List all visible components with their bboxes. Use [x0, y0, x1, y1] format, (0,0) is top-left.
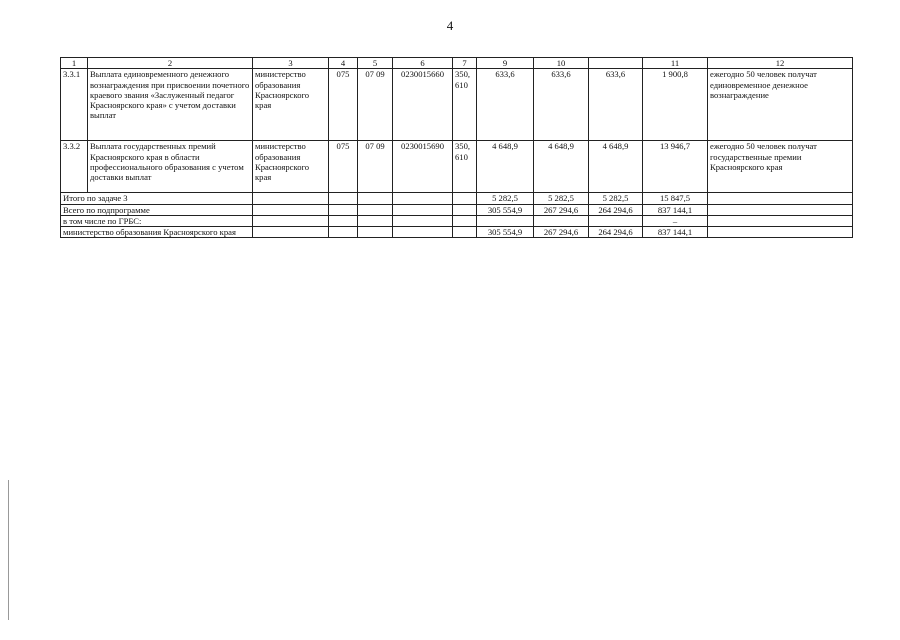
row-total: 13 946,7 — [643, 141, 708, 193]
total-year3 — [589, 215, 643, 226]
scan-edge-line — [8, 480, 9, 620]
total-year1 — [477, 215, 534, 226]
page-number: 4 — [446, 18, 454, 33]
row-code: 3.3.2 — [61, 141, 88, 193]
header-cell: 7 — [453, 58, 477, 69]
row-year1: 4 648,9 — [477, 141, 534, 193]
total-year3: 264 294,6 — [589, 227, 643, 238]
header-cell: 2 — [88, 58, 253, 69]
row-grbs: министерство образования Красноярского края — [253, 69, 329, 141]
row-col4: 075 — [329, 141, 358, 193]
total-row — [61, 193, 853, 204]
header-cell: 6 — [393, 58, 453, 69]
row-col7: 350, 610 — [453, 69, 477, 141]
total-sum: 837 144,1 — [643, 204, 708, 215]
row-result: ежегодно 50 человек получат государственные премии Красноярского края — [708, 141, 853, 193]
total-label: в том числе по ГРБС: — [61, 215, 253, 226]
total-year3: 264 294,6 — [589, 204, 643, 215]
total-row — [61, 215, 853, 226]
total-year3: 5 282,5 — [589, 193, 643, 204]
row-col6: 0230015690 — [393, 141, 453, 193]
header-cell: 5 — [358, 58, 393, 69]
row-year3: 633,6 — [589, 69, 643, 141]
row-year2: 4 648,9 — [534, 141, 589, 193]
row-name: Выплата единовременного денежного вознаграждения при присвоении почетного краевого звания «Заслуженный педагог Красноярского края» с учетом доставки выплат — [88, 69, 253, 141]
total-label: министерство образования Красноярского края — [61, 227, 253, 238]
total-year2: 267 294,6 — [534, 227, 589, 238]
total-label: Всего по подпрограмме — [61, 204, 253, 215]
total-year2: 267 294,6 — [534, 204, 589, 215]
table-row — [61, 141, 853, 193]
header-cell: 4 — [329, 58, 358, 69]
row-total: 1 900,8 — [643, 69, 708, 141]
header-cell: 1 — [61, 58, 88, 69]
total-year2: 5 282,5 — [534, 193, 589, 204]
total-label: Итого по задаче 3 — [61, 193, 253, 204]
header-cell — [589, 58, 643, 69]
total-year1: 5 282,5 — [477, 193, 534, 204]
total-row — [61, 204, 853, 215]
row-col5: 07 09 — [358, 141, 393, 193]
total-row — [61, 227, 853, 238]
row-grbs: министерство образования Красноярского края — [253, 141, 329, 193]
total-year1: 305 554,9 — [477, 227, 534, 238]
table-row — [61, 69, 853, 141]
row-year1: 633,6 — [477, 69, 534, 141]
header-cell: 11 — [643, 58, 708, 69]
total-year1: 305 554,9 — [477, 204, 534, 215]
row-result: ежегодно 50 человек получат единовременное денежное вознаграждение — [708, 69, 853, 141]
row-year2: 633,6 — [534, 69, 589, 141]
total-sum: 15 847,5 — [643, 193, 708, 204]
row-code: 3.3.1 — [61, 69, 88, 141]
table-header-row — [61, 58, 853, 69]
row-col7: 350, 610 — [453, 141, 477, 193]
header-cell: 3 — [253, 58, 329, 69]
row-col4: 075 — [329, 69, 358, 141]
row-name: Выплата государственных премий Красноярского края в области профессионального образования с учетом доставки выплат — [88, 141, 253, 193]
row-year3: 4 648,9 — [589, 141, 643, 193]
total-sum: – — [643, 215, 708, 226]
total-sum: 837 144,1 — [643, 227, 708, 238]
budget-table — [60, 57, 853, 238]
total-year2 — [534, 215, 589, 226]
header-cell: 12 — [708, 58, 853, 69]
header-cell: 9 — [477, 58, 534, 69]
row-col5: 07 09 — [358, 69, 393, 141]
row-col6: 0230015660 — [393, 69, 453, 141]
header-cell: 10 — [534, 58, 589, 69]
